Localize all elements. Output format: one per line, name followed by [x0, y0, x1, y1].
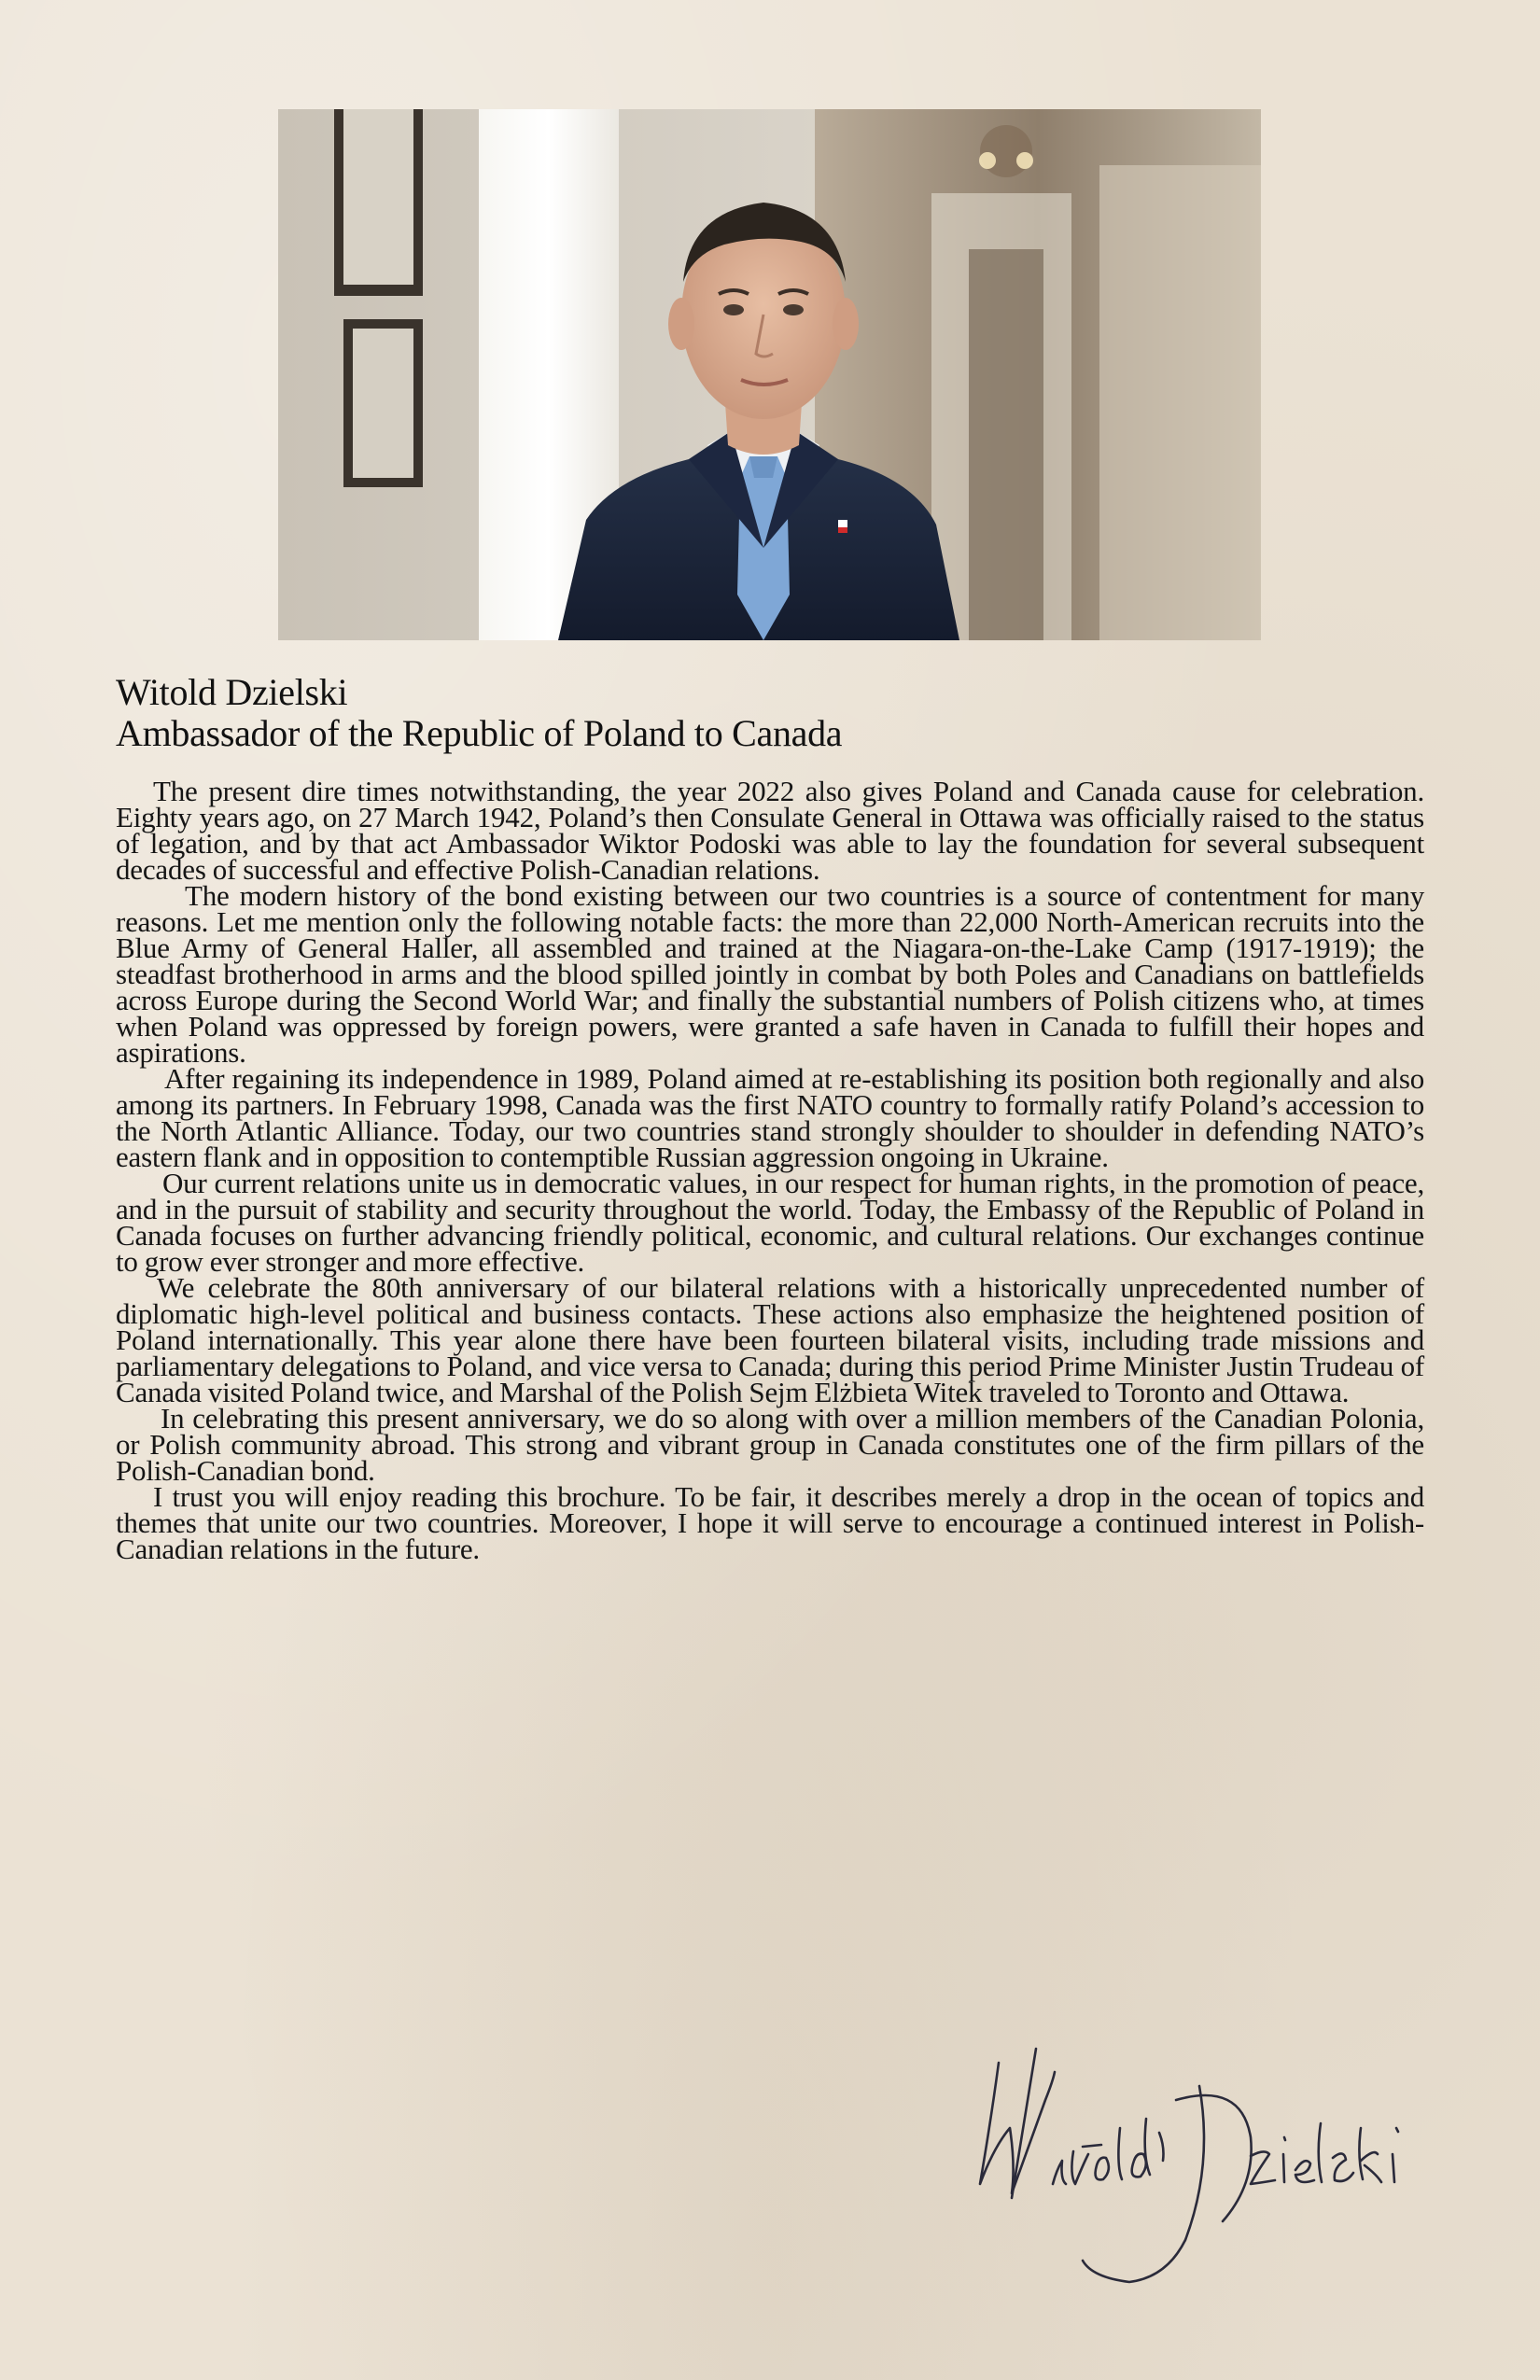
- paragraph-5: We celebrate the 80th anniversary of our bilateral relations with a historically unprecedented number of diplomatic high-level political and business contacts. These actions also emphasize the heightened position of Poland internationally. This year alone there have been fourteen bilateral visits, including trade missions and parliamentary delegations to Poland, and vice versa to Canada; during this period Prime Minister Justin Trudeau of Canada visited Poland twice, and Marshal of the Polish Sejm Elżbieta Witek traveled to Toronto and Ottawa.: [116, 1271, 1424, 1408]
- paragraph-4: Our current relations unite us in democratic values, in our respect for human rights, in the promotion of peace, and in the pursuit of stability and security throughout the world. Today, the Embassy of the Republic of Poland in Canada focuses on further advancing friendly political, economic, and cultural relations. Our exchanges continue to grow ever stronger and more effective.: [116, 1167, 1424, 1278]
- paragraph-7: I trust you will enjoy reading this brochure. To be fair, it describes merely a drop in the ocean of topics and themes that unite our two countries. Moreover, I hope it will serve to encourage a continued interest in Polish-Canadian relations in the future.: [116, 1480, 1424, 1565]
- paragraph-6: In celebrating this present anniversary, we do so along with over a million members of the Canadian Polonia, or Polish community abroad. This strong and vibrant group in Canada constitutes one of the firm pillars of the Polish-Canadian bond.: [116, 1402, 1424, 1487]
- author-heading: [116, 672, 1422, 754]
- author-name: Witold Dzielski: [116, 671, 348, 713]
- portrait-photo: [278, 109, 1261, 640]
- paragraph-1: The present dire times notwithstanding, the year 2022 also gives Poland and Canada cause for celebration. Eighty years ago, on 27 March 1942, Poland’s then Consulate General in Ottawa was officially raised to the status of legation, and by that act Ambassador Wiktor Podoski was able to lay the foundation for several subsequent decades of successful and effective Polish-Canadian relations.: [116, 775, 1424, 886]
- signature-drawing: [943, 2044, 1428, 2287]
- portrait-illustration: [278, 109, 1261, 640]
- paragraph-3: After regaining its independence in 1989, Poland aimed at re-establishing its position both regionally and also among its partners. In February 1998, Canada was the first NATO country to formally ratify Poland’s accession to the North Atlantic Alliance. Today, our two countries stand strongly shoulder to shoulder in defending NATO’s eastern flank and in opposition to contemptible Russian aggression ongoing in Ukraine.: [116, 1062, 1424, 1173]
- letter-body: [116, 775, 1424, 1565]
- author-title: Ambassador of the Republic of Poland to Canada: [116, 712, 843, 754]
- signature: [943, 2044, 1428, 2287]
- paragraph-2: The modern history of the bond existing between our two countries is a source of contentment for many reasons. Let me mention only the following notable facts: the more than 22,000 North-American recruits into the Blue Army of General Haller, all assembled and trained at the Niagara-on-the-Lake Camp (1917-1919); the steadfast brotherhood in arms and the blood spilled jointly in combat by both Poles and Canadians on battlefields across Europe during the Second World War; and finally the substantial numbers of Polish citizens who, at times when Poland was oppressed by foreign powers, were granted a safe haven in Canada to fulfill their hopes and aspirations.: [116, 879, 1424, 1069]
